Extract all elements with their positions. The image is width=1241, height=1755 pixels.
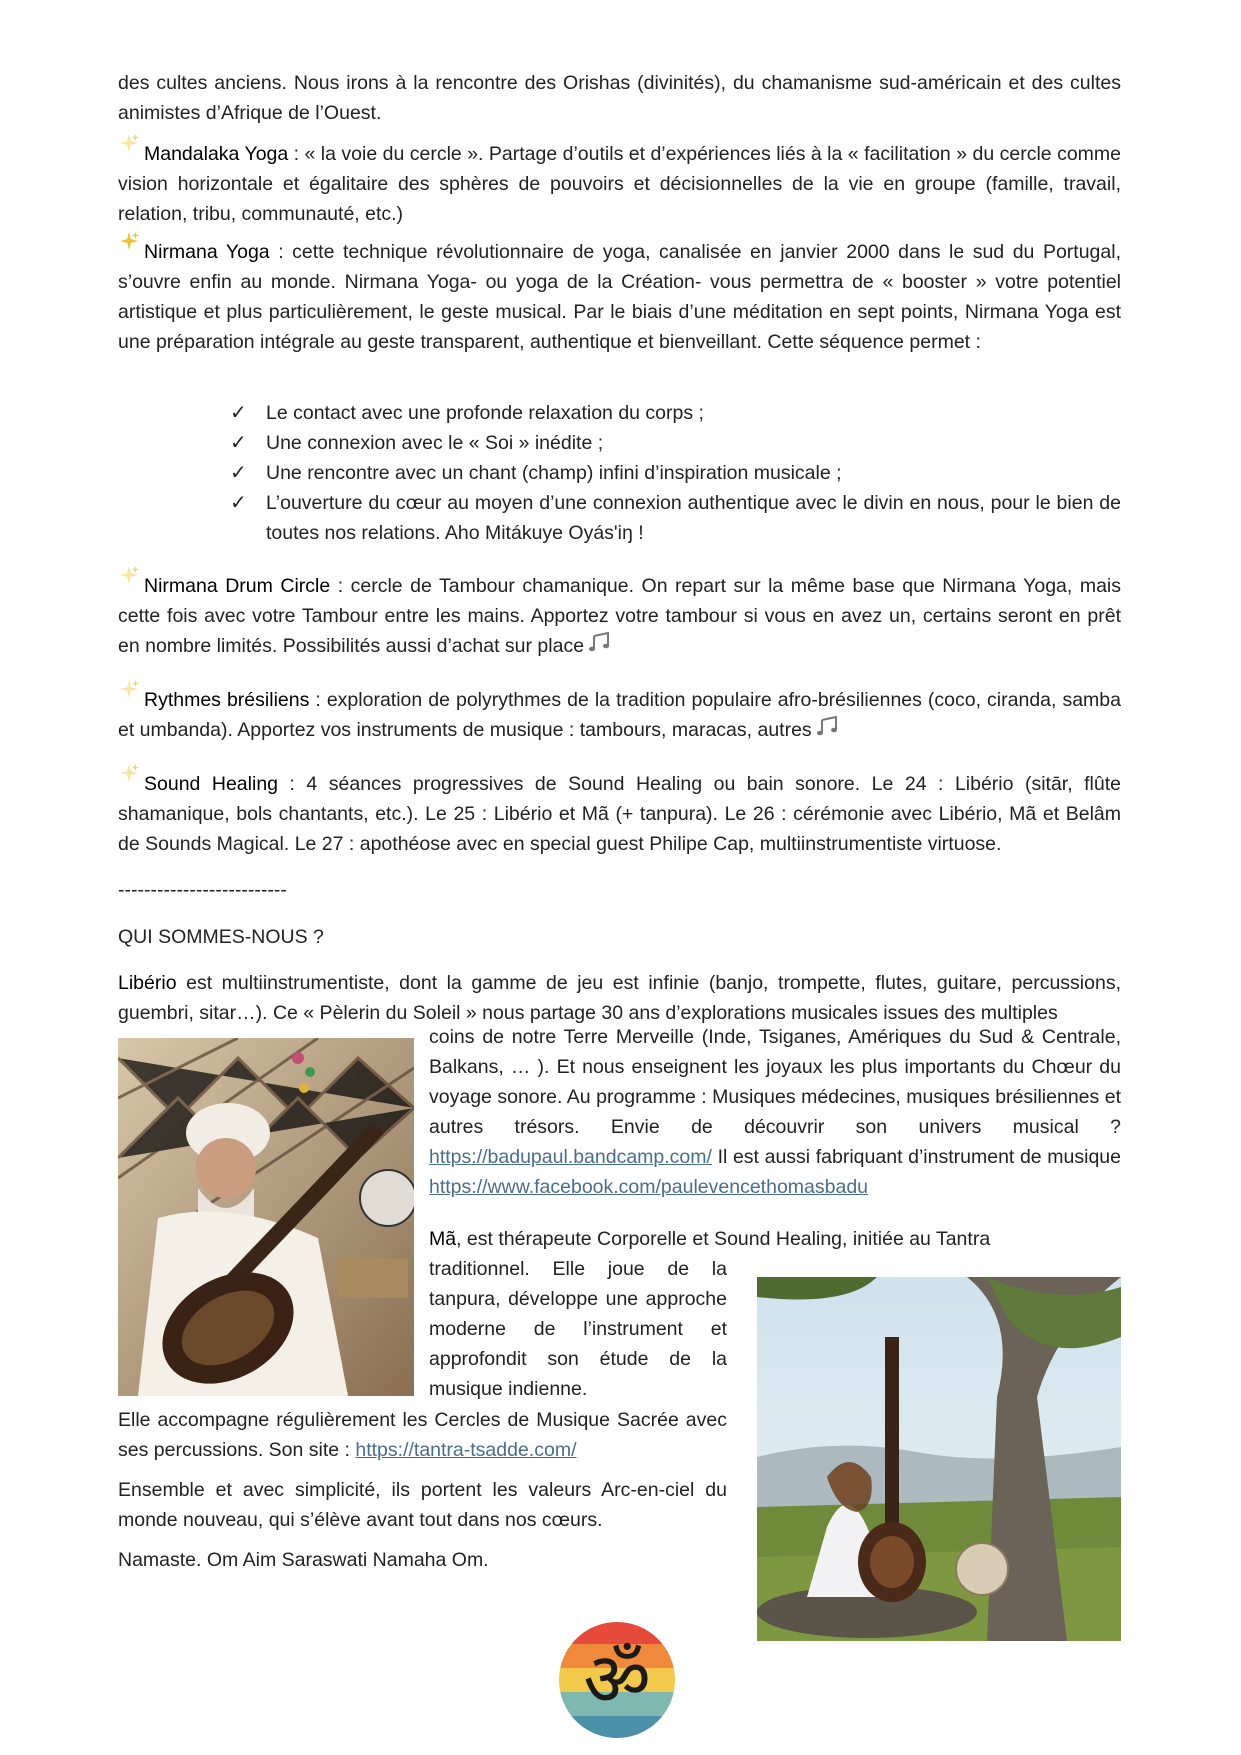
list-item: ✓ L’ouverture du cœur au moyen d’une connexion authentique avec le divin en nous, pour le bien de toutes nos relations. Aho Mitákuye Oyás'iŋ ! <box>266 488 1121 548</box>
section-drum-circle <box>118 570 1121 661</box>
section-rythmes <box>118 684 1121 745</box>
liberio-photo <box>118 1038 414 1396</box>
section-nirmana-yoga <box>118 236 1121 357</box>
sparkle-icon <box>118 678 140 700</box>
checklist <box>230 398 1121 548</box>
list-item: ✓ Une rencontre avec un chant (champ) infini d’inspiration musicale ; <box>266 458 1121 488</box>
bandcamp-link[interactable]: https://badupaul.bandcamp.com/ <box>429 1146 712 1168</box>
ma-photo <box>757 1277 1121 1641</box>
namaste-line: Namaste. Om Aim Saraswati Namaha Om. <box>118 1549 489 1571</box>
sparkle-icon <box>118 564 140 586</box>
divider: -------------------------- <box>118 879 287 901</box>
om-glyph: ॐ <box>583 1637 651 1723</box>
ma-bio: traditionnel. Elle joue de la tanpura, développe une approche moderne de l’instrument et approfondit son étude de la musique indienne. <box>429 1258 727 1400</box>
music-notes-icon <box>816 716 840 738</box>
tantra-link[interactable]: https://tantra-tsadde.com/ <box>355 1439 577 1461</box>
section-sound-healing <box>118 768 1121 859</box>
section-title: Mandalaka Yoga <box>144 143 289 165</box>
section-title: Nirmana Yoga <box>144 241 270 263</box>
sparkle-icon <box>118 132 140 154</box>
section-mandalaka <box>118 138 1121 229</box>
section-text: : cette technique révolutionnaire de yoga, canalisée en janvier 2000 dans le sud du Portugal, s’ouvre enfin au monde. Nirmana Yoga- ou yoga de la Création- vous permettra de « booster » votre potentiel artistique et plus particulièrement, le geste musical. Par le biais d’une méditation en sept points, Nirmana Yoga est une préparation intégrale au geste transparent, authentique et bienveillant. Cette séquence permet : <box>118 241 1121 353</box>
section-text: : exploration de polyrythmes de la tradition populaire afro-brésiliennes (coco, ciranda, samba et umbanda). Apportez vos instruments de musique : tambours, maracas, autres <box>118 689 1121 741</box>
person-name: Mã <box>429 1228 457 1250</box>
section-text: : 4 séances progressives de Sound Healing ou bain sonore. Le 24 : Libério (sitār, flûte shamanique, bols chantants, etc.). Le 25 : Libério et Mã (+ tanpura). Le 26 : cérémonie avec Libério, Mã et Belâm de Sounds Magical. Le 27 : apothéose avec en special guest Philipe Cap, multiinstrumentiste virtuose. <box>118 773 1121 855</box>
om-logo <box>557 1620 677 1740</box>
ma-intro: Mã, est thérapeute Corporelle et Sound Healing, initiée au Tantra <box>429 1228 991 1250</box>
sparkle-icon <box>118 230 140 252</box>
sparkle-icon <box>118 762 140 784</box>
person-name: Libério <box>118 972 177 994</box>
ma-bio-continued: Elle accompagne régulièrement les Cercles de Musique Sacrée avec ses percussions. Son site : https://tantra-tsadde.com/ <box>118 1409 727 1461</box>
music-notes-icon <box>588 632 612 654</box>
check-icon: ✓ <box>230 402 247 424</box>
liberio-intro: Libério est multiinstrumentiste, dont la gamme de jeu est infinie (banjo, trompette, flutes, guitare, percussions, guembri, sitar…). Ce « Pèlerin du Soleil » nous partage 30 ans d’explorations musicales issues des multiples <box>118 972 1121 1024</box>
check-icon: ✓ <box>230 492 247 514</box>
list-item: ✓ Le contact avec une profonde relaxation du corps ; <box>266 398 1121 428</box>
facebook-link[interactable]: https://www.facebook.com/paulevencethomasbadu <box>429 1176 869 1198</box>
section-title: Sound Healing <box>144 773 279 795</box>
section-text: : « la voie du cercle ». Partage d’outils et d’expériences liés à la « facilitation » du cercle comme vision horizontale et égalitaire des sphères de pouvoirs et décisionnelles de la vie en groupe (famille, travail, relation, tribu, communauté, etc.) <box>118 143 1121 225</box>
section-title: Nirmana Drum Circle <box>144 575 331 597</box>
liberio-bio: coins de notre Terre Merveille (Inde, Tsiganes, Amériques du Sud & Centrale, Balkans, … ). Et nous enseignent les joyaux les plus importants du Chœur du voyage sonore. Au programme : Musiques médecines, musiques brésiliennes et autres trésors. Envie de découvrir son univers musical ? https://badupaul.bandcamp.com/ Il est aussi fabriquant d’instrument de musique https://www.facebook.com/paulevencethomasbadu <box>429 1026 1121 1198</box>
section-text: : cercle de Tambour chamanique. On repart sur la même base que Nirmana Yoga, mais cette fois avec votre Tambour entre les mains. Apportez votre tambour si vous en avez un, certains seront en prêt en nombre limités. Possibilités aussi d’achat sur place <box>118 575 1121 657</box>
who-heading: QUI SOMMES-NOUS ? <box>118 926 324 948</box>
check-icon: ✓ <box>230 462 247 484</box>
list-item: ✓ Une connexion avec le « Soi » inédite ; <box>266 428 1121 458</box>
check-icon: ✓ <box>230 432 247 454</box>
section-title: Rythmes brésiliens <box>144 689 310 711</box>
intro-paragraph: des cultes anciens. Nous irons à la rencontre des Orishas (divinités), du chamanisme sud-américain et des cultes animistes d’Afrique de l’Ouest. <box>118 72 1121 124</box>
closing-paragraph: Ensemble et avec simplicité, ils portent les valeurs Arc-en-ciel du monde nouveau, qui s’élève avant tout dans nos cœurs. <box>118 1479 727 1531</box>
